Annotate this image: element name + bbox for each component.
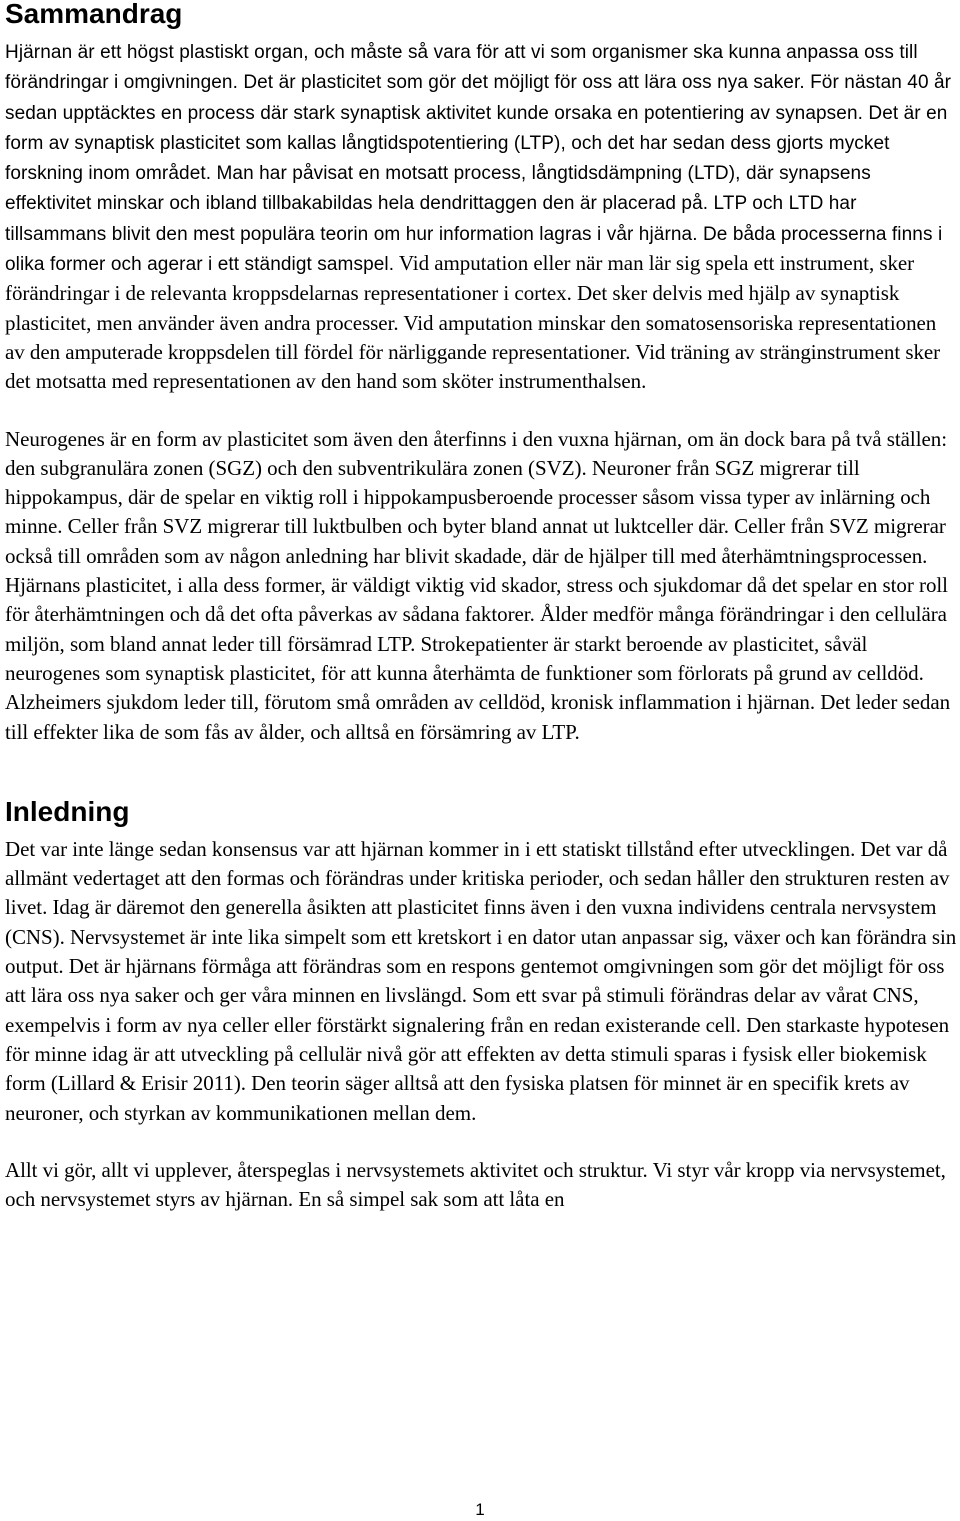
summary-paragraph-1-sans-part: Hjärnan är ett högst plastiskt organ, och måste så vara för att vi som organismer ska kunna anpassa oss till förändringar i omgivningen. Det är plasticitet som gör det möjligt för oss att lära oss nya saker. För nästan 40 år sedan upptäcktes en process där stark synaptisk aktivitet kunde orsaka en potentiering av synapsen. Det är en form av synaptisk plasticitet som kallas långtidspotentiering (LTP), och det har sedan dess gjorts mycket forskning inom området. Man har påvisat en motsatt process, långtidsdämpning (LTD), där synapsens effektivitet minskar och ibland tillbakabildas hela dendrittaggen den är placerad på. LTP och LTD har tillsammans blivit den mest populära teorin om hur information lagras i vår hjärna. De båda processerna finns i olika former och agerar i ett ständigt samspel. (5, 42, 952, 276)
heading-inledning: Inledning (5, 795, 130, 827)
heading-sammandrag: Sammandrag (5, 0, 183, 29)
summary-paragraph-2: Neurogenes är en form av plasticitet som även den återfinns i den vuxna hjärnan, om än dock bara på två ställen: den subgranulära zonen (SGZ) och den subventrikulära zonen (SVZ). Neuroner från SGZ migrerar till hippokampus, där de spelar en viktig roll i hippokampusberoende processer såsom vissa typer av inlärning och minne. Celler från SVZ migrerar till luktbulben och byter bland annat ut luktceller där. Celler från SVZ migrerar också till områden som av någon anledning har blivit skadade, där de hjälper till med återhämtningsprocessen. Hjärnans plasticitet, i alla dess former, är väldigt viktig vid skador, stress och sjukdomar då det spelar en stor roll för återhämtningen och då det ofta påverkas av sådana faktorer. Ålder medför många förändringar i den cellulära miljön, som bland annat leder till försämrad LTP. Strokepatienter är starkt beroende av plasticitet, såväl neurogenes som synaptisk plasticitet, för att kunna återhämta de funktioner som förlorats på grund av celldöd. Alzheimers sjukdom leder till, förutom små områden av celldöd, kronisk inflammation i hjärnan. Det leder sedan till effekter lika de som fås av ålder, och alltså en försämring av LTP. (5, 426, 951, 744)
intro-paragraph-1: Det var inte länge sedan konsensus var att hjärnan kommer in i ett statiskt tillstånd efter utvecklingen. Det var då allmänt vedertaget att den formas och förändras under kritiska perioder, och sedan håller den strukturen resten av livet. Idag är däremot den generella åsikten att plasticitet finns även i den vuxna individens centrala nervsystem (CNS). Nervsystemet är inte lika simpelt som ett kretskort i en dator utan anpassar sig, växer och kan förändra sin output. Det är hjärnans förmåga att förändras som en respons gentemot omgivningen som gör det möjligt för oss att lära oss nya saker och ger våra minnen en livslängd. Som ett svar på stimuli förändras delar av vårat CNS, exempelvis i form av nya celler eller förstärkt signalering från en redan existerande cell. Den starkaste hypotesen för minne idag är att utveckling på cellulär nivå gör att effekten av detta stimuli sparas i fysisk eller biokemisk form (Lillard & Erisir 2011). Den teorin säger alltså att den fysiska platsen för minnet är en specifik krets av neuroner, och styrkan av kommunikationen mellan dem. (5, 836, 957, 1125)
page-number: 1 (475, 1500, 485, 1519)
summary-paragraph-1-serif-part: Vid amputation eller när man lär sig spela ett instrument, sker förändringar i de relevanta kroppsdelarnas representationer i cortex. Det sker delvis med hjälp av synaptisk plasticitet, men använder även andra processer. Vid amputation minskar den somatosensoriska representationen av den amputerade kroppsdelen till fördel för närliggande representationer. Vid träning av stränginstrument sker det motsatta med representationen av den hand som sköter instrumenthalsen. (5, 251, 941, 394)
summary-paragraph-1 (5, 37, 960, 397)
intro-paragraph-2: Allt vi gör, allt vi upplever, återspeglas i nervsystemets aktivitet och struktur. Vi styr vår kropp via nervsystemet, och nervsystemet styrs av hjärnan. En så simpel sak som att låta en (5, 1157, 946, 1212)
